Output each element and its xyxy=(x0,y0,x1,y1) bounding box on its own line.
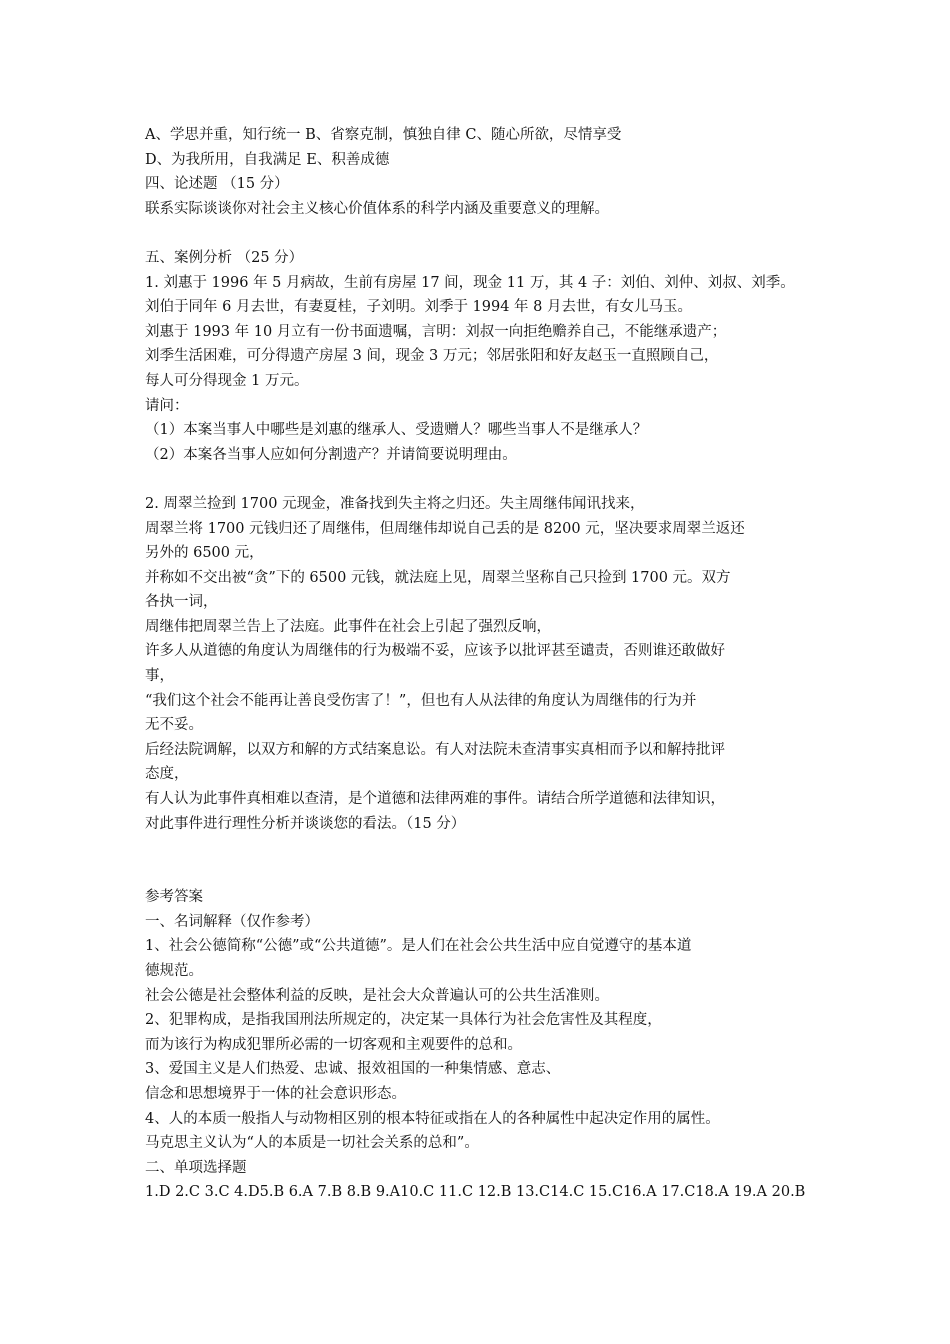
essay-question: 联系实际谈谈你对社会主义核心价值体系的科学内涵及重要意义的理解。 xyxy=(145,200,609,217)
case1-text-line: 刘伯于同年 6 月去世，有妻夏桂，子刘明。刘季于 1994 年 8 月去世，有女儿马玉。 xyxy=(145,299,693,316)
case1-question-label: 请问： xyxy=(145,397,189,414)
answer-text-line: 4、人的本质一般指人与动物相区别的根本特征或指在人的各种属性中起决定作用的属性。 xyxy=(145,1110,720,1127)
case1-text-line: 1. 刘惠于 1996 年 5 月病故，生前有房屋 17 间，现金 11 万，其 4 子：刘伯、刘仲、刘叔、刘季。 xyxy=(145,274,795,291)
choice-options-abc: A、学思并重，知行统一 B、省察克制，慎独自律 C、随心所欲，尽情享受 xyxy=(145,127,622,143)
spacer xyxy=(145,221,813,246)
case2-text-line: 周翠兰将 1700 元钱归还了周继伟，但周继伟却说自己丢的是 8200 元，坚决要求周翠兰返还 xyxy=(145,520,745,537)
case1-text-line: 刘惠于 1993 年 10 月立有一份书面遗嘱，言明：刘叔一向拒绝赡养自己，不能继承遗产； xyxy=(145,323,727,340)
choice-options-de: D、为我所用，自我满足 E、积善成德 xyxy=(145,151,390,168)
case1-text-line: 每人可分得现金 1 万元。 xyxy=(145,372,309,389)
case2-text-line: 另外的 6500 元， xyxy=(145,545,264,562)
answer-text-line: 3、爱国主义是人们热爱、忠诚、报效祖国的一种集情感、意志、 xyxy=(145,1061,561,1078)
case2-text-line: 无不妥。 xyxy=(145,717,203,734)
case2-text-line: 后经法院调解，以双方和解的方式结案息讼。有人对法院未查清事实真相而予以和解持批评 xyxy=(145,741,725,758)
case2-text-line: 并称如不交出被“贪”下的 6500 元钱，就法庭上见，周翠兰坚称自己只捡到 1700 元。双方 xyxy=(145,569,731,586)
section-heading-essay: 四、论述题 （15 分） xyxy=(145,176,289,193)
answer-text-line: 1、社会公德简称“公德”或“公共道德”。是人们在社会公共生活中应自觉遵守的基本道 xyxy=(145,938,692,955)
case2-text-line: 2. 周翠兰捡到 1700 元现金，准备找到失主将之归还。失主周继伟闻讯找来， xyxy=(145,495,645,512)
document-page xyxy=(145,123,813,1205)
spacer xyxy=(145,467,813,492)
case2-text-line: 事， xyxy=(145,668,174,685)
answer-text-line: 德规范。 xyxy=(145,963,203,979)
case2-text-line: 对此事件进行理性分析并谈谈您的看法。（15 分） xyxy=(145,815,466,832)
spacer xyxy=(145,836,813,885)
answers-section-term-definitions: 一、名词解释（仅作参考） xyxy=(145,913,319,930)
answers-section-single-choice: 二、单项选择题 xyxy=(145,1159,247,1176)
case2-text-line: 态度， xyxy=(145,766,189,783)
single-choice-answer-key: 1.D 2.C 3.C 4.D5.B 6.A 7.B 8.B 9.A10.C 11.C 12.B 13.C14.C 15.C16.A 17.C18.A 19.A 20.B xyxy=(145,1184,806,1201)
case1-question-1: （1）本案当事人中哪些是刘惠的继承人、受遗赠人？哪些当事人不是继承人？ xyxy=(145,422,648,439)
answer-text-line: 2、犯罪构成，是指我国刑法所规定的，决定某一具体行为社会危害性及其程度， xyxy=(145,1012,662,1029)
case1-text-line: 刘季生活困难，可分得遗产房屋 3 间，现金 3 万元；邻居张阳和好友赵玉一直照顾自己， xyxy=(145,348,719,365)
case2-text-line: 许多人从道德的角度认为周继伟的行为极端不妥，应该予以批评甚至谴责，否则谁还敢做好 xyxy=(145,643,725,660)
answers-heading: 参考答案 xyxy=(145,889,203,906)
answer-text-line: 而为该行为构成犯罪所必需的一切客观和主观要件的总和。 xyxy=(145,1036,522,1053)
case2-text-line: 有人认为此事件真相难以查清，是个道德和法律两难的事件。请结合所学道德和法律知识， xyxy=(145,791,725,808)
section-heading-case-analysis: 五、案例分析 （25 分） xyxy=(145,249,304,266)
answer-text-line: 社会公德是社会整体利益的反映，是社会大众普遍认可的公共生活准则。 xyxy=(145,987,609,1004)
case2-text-line: 周继伟把周翠兰告上了法庭。此事件在社会上引起了强烈反响， xyxy=(145,618,551,635)
answer-text-line: 信念和思想境界于一体的社会意识形态。 xyxy=(145,1085,406,1102)
case2-text-line: 各执一词， xyxy=(145,594,218,611)
case2-text-line: “我们这个社会不能再让善良受伤害了！”，但也有人从法律的角度认为周继伟的行为并 xyxy=(145,692,697,709)
answer-text-line: 马克思主义认为“人的本质是一切社会关系的总和”。 xyxy=(145,1135,479,1152)
case1-question-2: （2）本案各当事人应如何分割遗产？并请简要说明理由。 xyxy=(145,446,517,463)
